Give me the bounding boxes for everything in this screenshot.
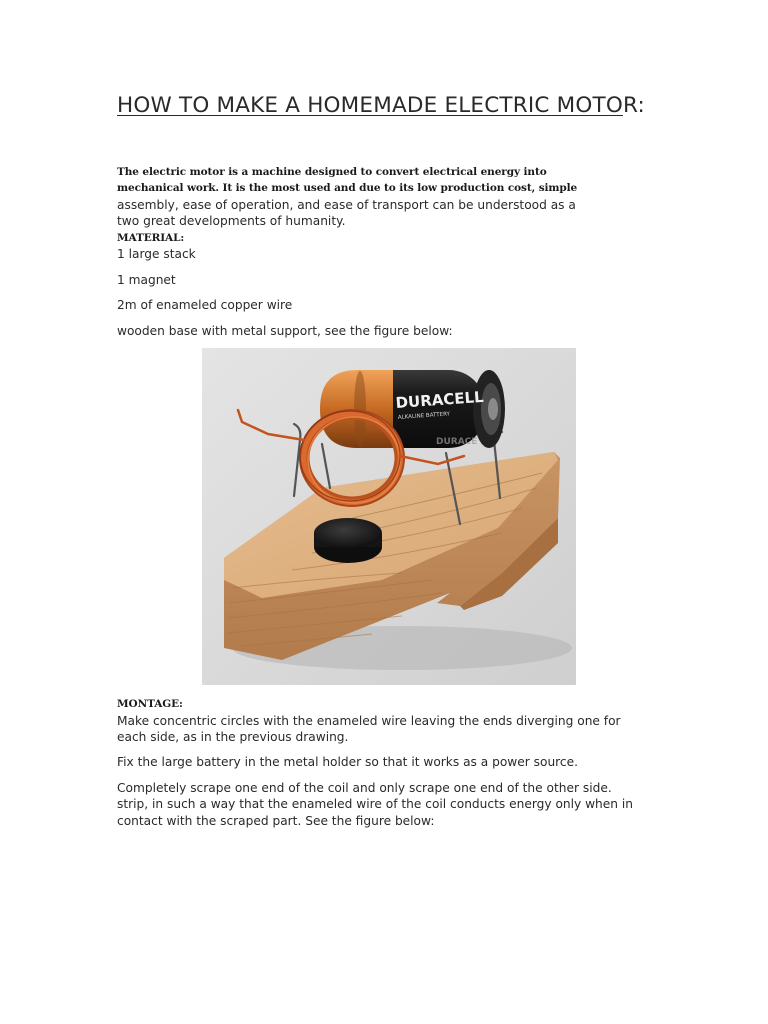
motor-illustration	[202, 348, 576, 685]
montage-p1-line1: Make concentric circles with the enameled wire leaving the ends diverging one for	[117, 714, 621, 728]
montage-heading: MONTAGE:	[117, 698, 183, 710]
intro-line-3: assembly, ease of operation, and ease of transport can be understood as a	[117, 198, 576, 212]
material-heading: MATERIAL:	[117, 232, 185, 244]
montage-p3-line2: strip, in such a way that the enameled wire of the coil conducts energy only when in	[117, 797, 633, 811]
page-title	[117, 93, 645, 118]
montage-p2: Fix the large battery in the metal holder so that it works as a power source.	[117, 755, 578, 769]
material-item: 1 magnet	[117, 273, 176, 287]
title-underlined: HOW TO MAKE A HOMEMADE ELECTRIC MOTO	[117, 93, 623, 118]
intro-line-4: two great developments of humanity.	[117, 214, 346, 228]
material-item: wooden base with metal support, see the figure below:	[117, 324, 453, 338]
intro-line-2: mechanical work. It is the most used and due to its low production cost, simple	[117, 182, 578, 194]
material-item: 1 large stack	[117, 247, 196, 261]
title-tail: R:	[623, 93, 645, 118]
montage-p1-line2: each side, as in the previous drawing.	[117, 730, 349, 744]
montage-p3-line1: Completely scrape one end of the coil and only scrape one end of the other side.	[117, 781, 612, 795]
montage-p3-line3: contact with the scraped part. See the figure below:	[117, 814, 435, 828]
material-item: 2m of enameled copper wire	[117, 298, 293, 312]
battery-mirror-label: DURACE	[436, 437, 478, 447]
intro-line-1: The electric motor is a machine designed to convert electrical energy into	[117, 166, 547, 178]
battery-brand-label: DURACELL	[395, 387, 485, 412]
motor-photo	[202, 348, 576, 685]
battery-sub-label: ALKALINE BATTERY	[397, 411, 451, 421]
magnet	[314, 518, 382, 563]
